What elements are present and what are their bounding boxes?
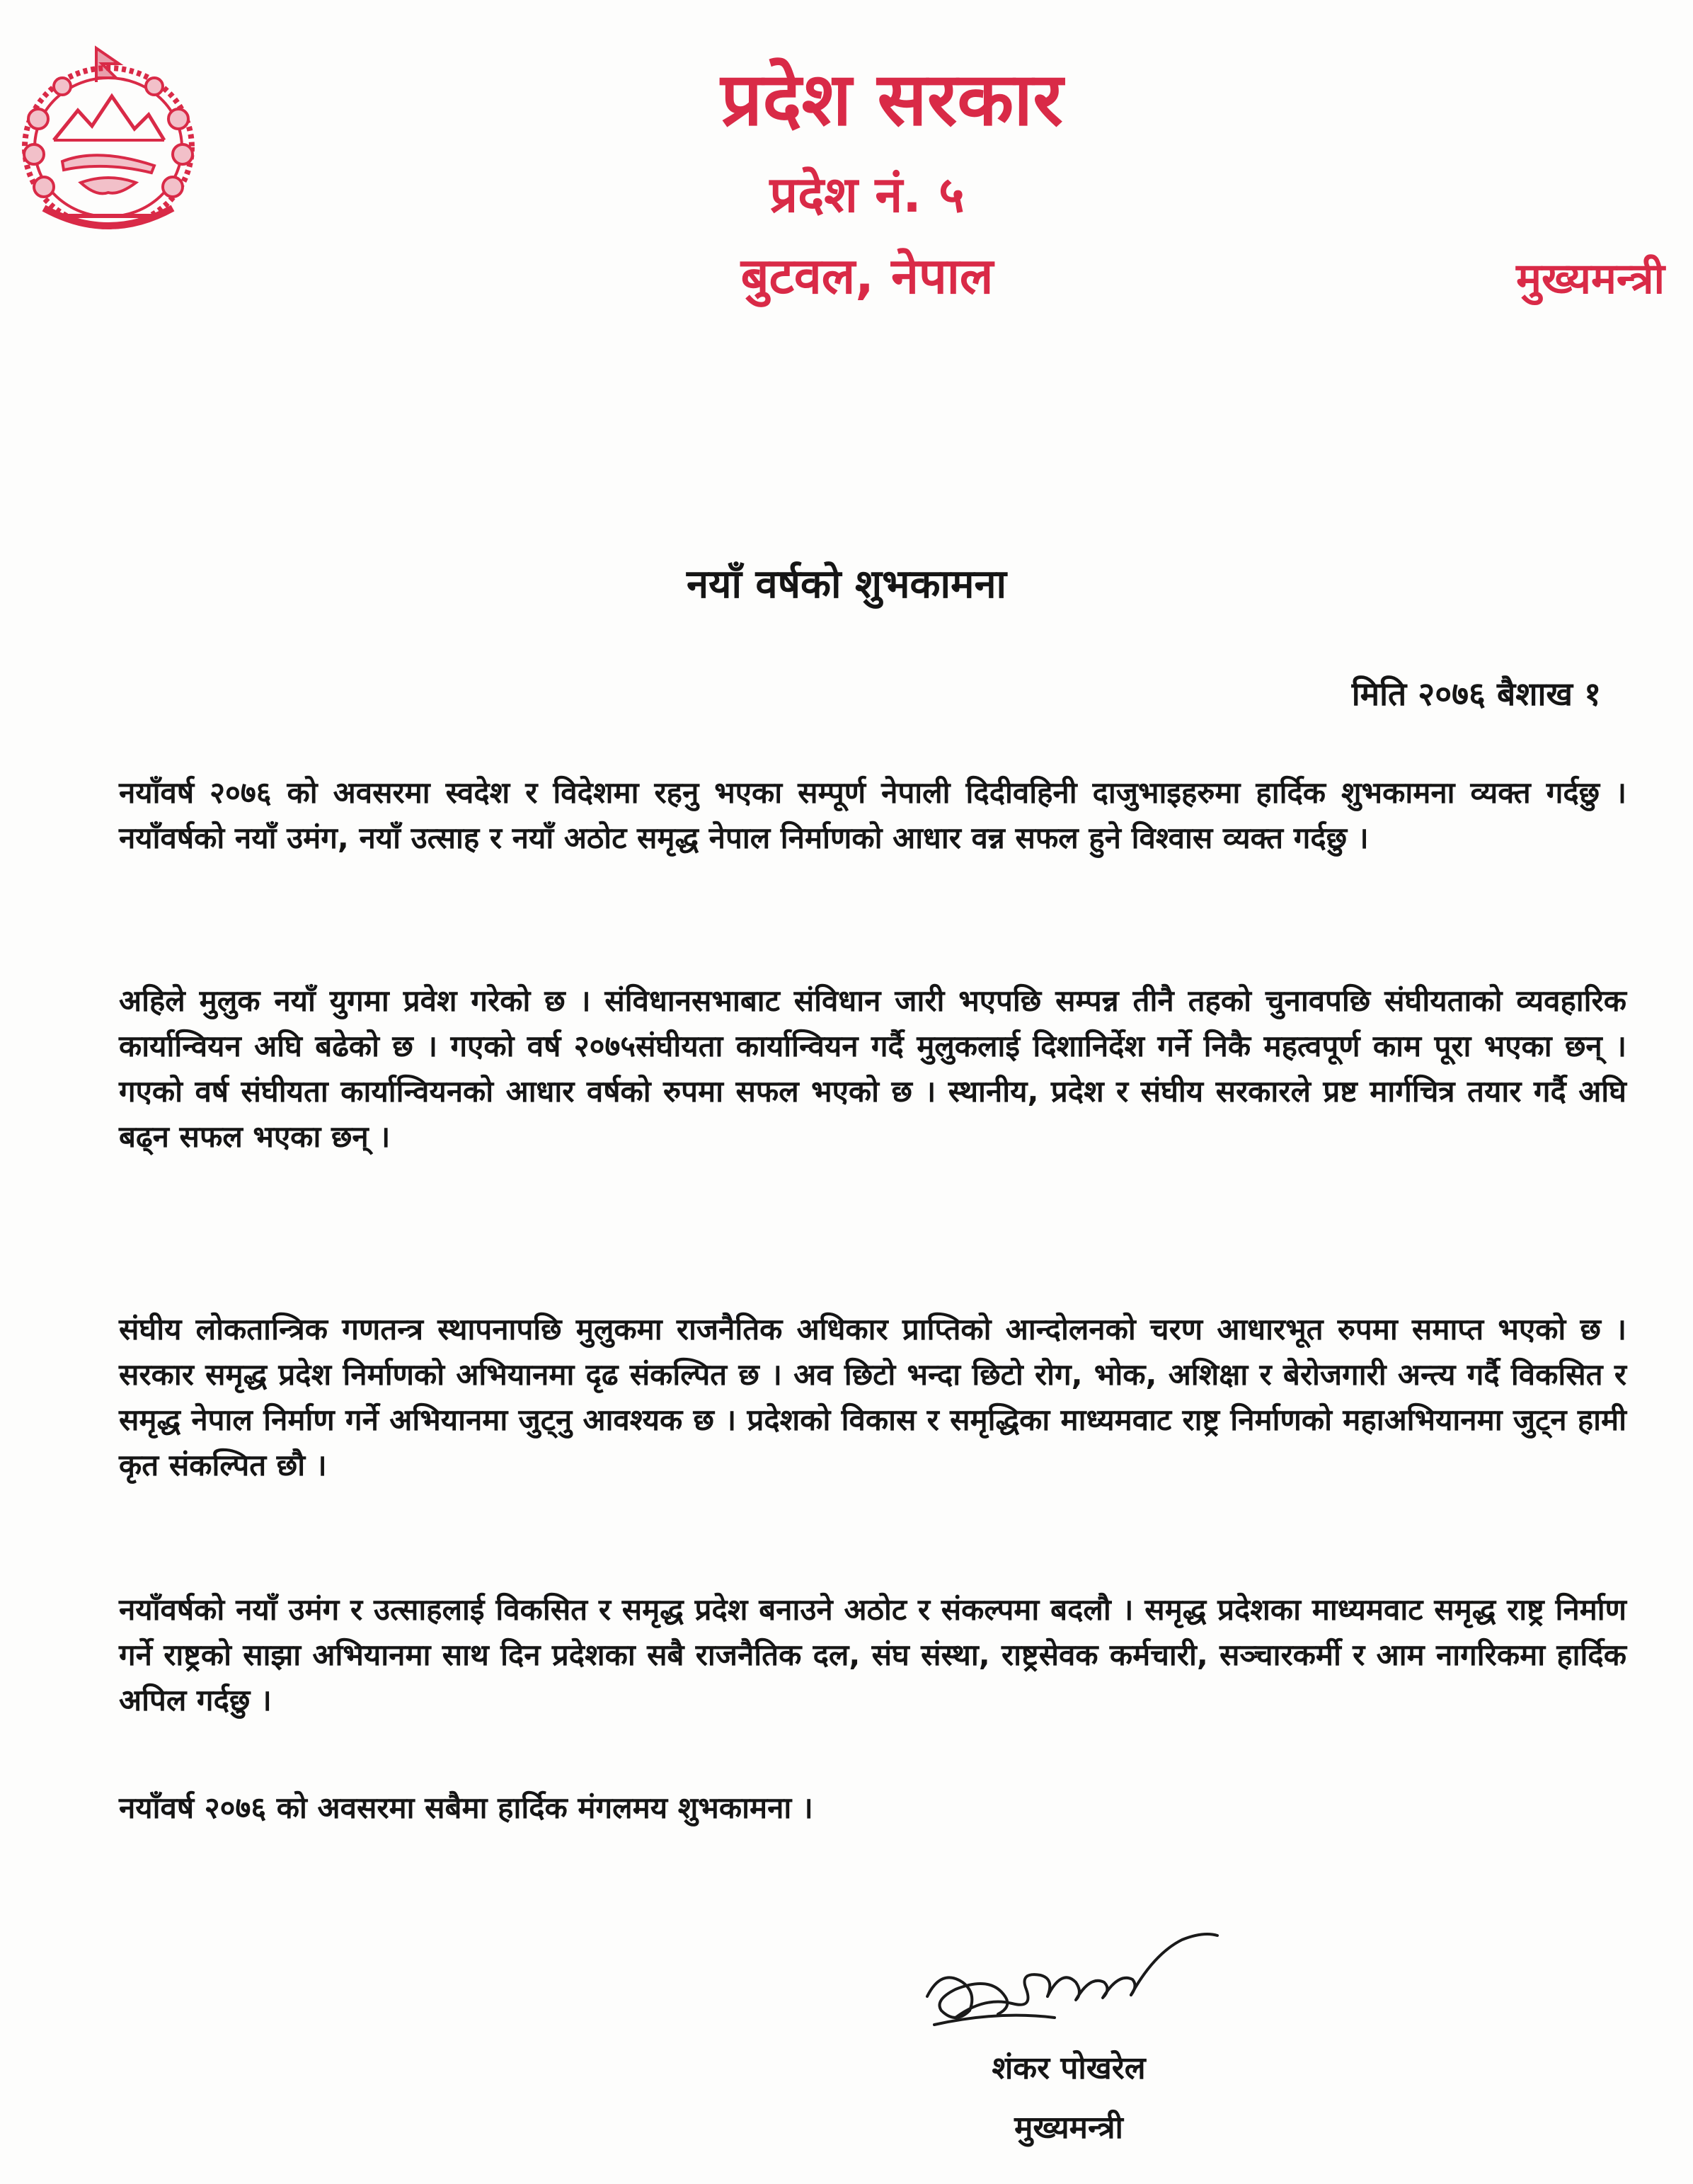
document-title: नयाँ वर्षको शुभकामना	[686, 561, 1007, 607]
paragraph-3: संघीय लोकतान्त्रिक गणतन्त्र स्थापनापछि मुलुकमा राजनैतिक अधिकार प्राप्तिको आन्दोलनको चरण आधारभूत रुपमा समाप्त भएको छ । सरकार समृद्ध प्रदेश निर्माणको अभियानमा दृढ संकल्पित छ । अव छिटो भन्दा छिटो रोग, भोक, अशिक्षा र बेरोजगारी अन्त्य गर्दै विकसित र समृद्ध नेपाल निर्माण गर्ने अभियानमा जुट्नु आवश्यक छ । प्रदेशको विकास र समृद्धिका माध्यमवाट राष्ट्र निर्माणको महाअभियानमा जुट्न हामी कृत संकल्पित छौ ।	[119, 1312, 1626, 1482]
letterhead-government: प्रदेश सरकार	[721, 56, 1063, 142]
paragraph-5: नयाँवर्ष २०७६ को अवसरमा सबैमा हार्दिक मंगलमय शुभकामना ।	[119, 1790, 813, 1825]
handwritten-signature-icon	[913, 1911, 1224, 2039]
nepal-government-emblem-icon	[13, 41, 204, 241]
signatory-title: मुख्यमन्त्री	[1014, 2110, 1123, 2146]
letterhead-province: प्रदेश नं. ५	[769, 166, 965, 224]
paragraph-4: नयाँवर्षको नयाँ उमंग र उत्साहलाई विकसित र समृद्ध प्रदेश बनाउने अठोट र संकल्पमा बदलौ । समृद्ध प्रदेशका माध्यमवाट समृद्ध राष्ट्र निर्माण गर्ने राष्ट्रको साझा अभियानमा साथ दिन प्रदेशका सबै राजनैतिक दल, संघ संस्था, राष्ट्रसेवक कर्मचारी, सञ्चारकर्मी र आम नागरिकमा हार्दिक अपिल गर्दछु ।	[119, 1592, 1626, 1717]
document-date: मिति २०७६ बैशाख १	[1351, 675, 1601, 713]
letterhead-office: मुख्यमन्त्री	[1516, 254, 1665, 304]
letterhead	[453, 50, 1274, 319]
signatory-name: शंकर पोखरेल	[992, 2050, 1146, 2086]
paragraph-2: अहिले मुलुक नयाँ युगमा प्रवेश गरेको छ । संविधानसभाबाट संविधान जारी भएपछि सम्पन्न तीनै तहको चुनावपछि संघीयताको व्यवहारिक कार्यान्वियन अघि बढेको छ । गएको वर्ष २०७५संघीयता कार्यान्वियन गर्दै मुलुकलाई दिशानिर्देश गर्ने निकै महत्वपूर्ण काम पूरा भएका छन् । गएको वर्ष संघीयता कार्यान्वियनको आधार वर्षको रुपमा सफल भएको छ । स्थानीय, प्रदेश र संघीय सरकारले प्रष्ट मार्गचित्र तयार गर्दै अघि बढ्न सफल भएका छन् ।	[119, 983, 1626, 1154]
paragraph-1: नयाँवर्ष २०७६ को अवसरमा स्वदेश र विदेशमा रहनु भएका सम्पूर्ण नेपाली दिदीवहिनी दाजुभाइहरुमा हार्दिक शुभकामना व्यक्त गर्दछु । नयाँवर्षको नयाँ उमंग, नयाँ उत्साह र नयाँ अठोट समृद्ध नेपाल निर्माणको आधार वन्न सफल हुने विश्वास व्यक्त गर्दछु ।	[119, 775, 1626, 855]
letterhead-location: बुटवल, नेपाल	[740, 247, 994, 305]
